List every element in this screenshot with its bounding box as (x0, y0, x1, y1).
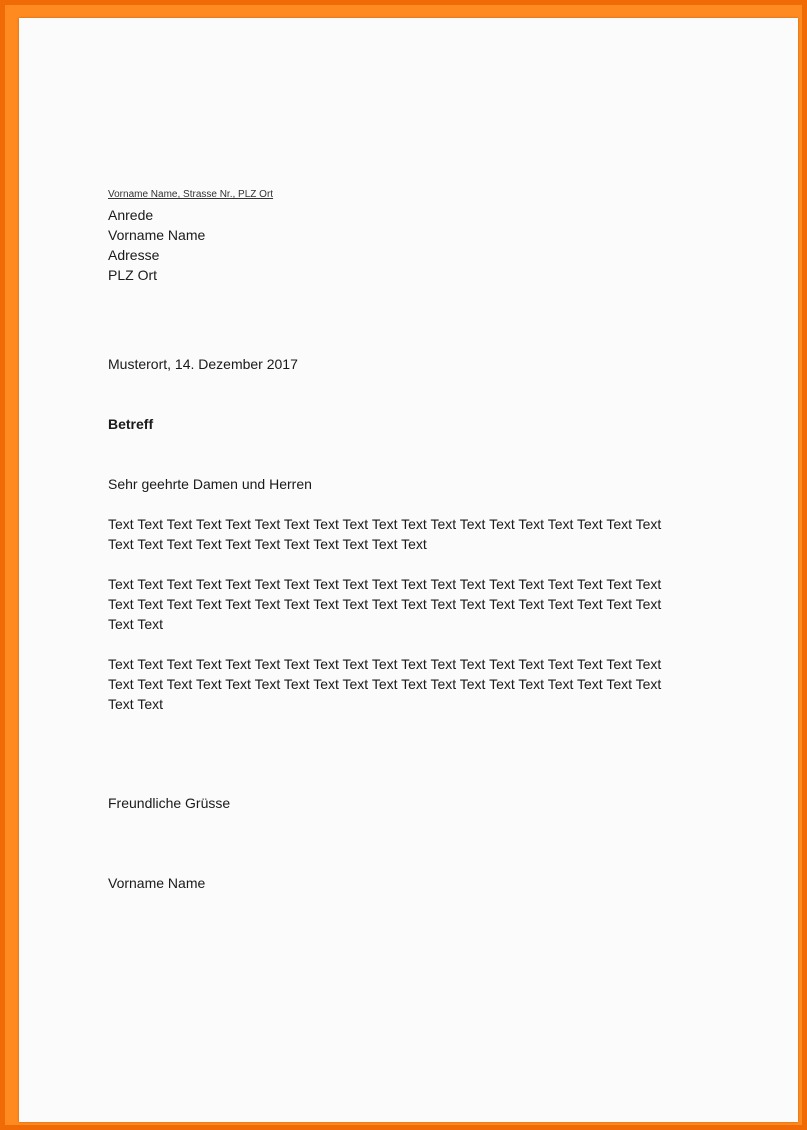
body-paragraph-3 (108, 654, 728, 714)
recipient-address: Adresse (108, 247, 160, 263)
signature-name: Vorname Name (108, 875, 206, 891)
recipient-city: PLZ Ort (108, 267, 158, 283)
body-paragraph-2 (108, 574, 728, 634)
paragraph-line: Text Text Text Text Text Text Text Text Text Text Text (108, 536, 427, 552)
paragraph-line: Text Text Text Text Text Text Text Text Text Text Text Text Text Text Text Text Text Text Text (108, 576, 662, 592)
paragraph-line: Text Text Text Text Text Text Text Text Text Text Text Text Text Text Text Text Text Text Text (108, 676, 662, 692)
recipient-name: Vorname Name (108, 227, 206, 243)
recipient-address-block (108, 205, 205, 285)
greeting: Sehr geehrte Damen und Herren (108, 476, 312, 492)
closing-line: Freundliche Grüsse (108, 795, 231, 811)
paragraph-line: Text Text Text Text Text Text Text Text Text Text Text Text Text Text Text Text Text Text Text (108, 656, 662, 672)
sender-return-address: Vorname Name, Strasse Nr., PLZ Ort (108, 189, 274, 200)
paragraph-line: Text Text (108, 696, 163, 712)
date-line: Musterort, 14. Dezember 2017 (108, 356, 298, 372)
paragraph-line: Text Text Text Text Text Text Text Text Text Text Text Text Text Text Text Text Text Text Text (108, 516, 662, 532)
body-paragraph-1 (108, 514, 728, 554)
subject-line: Betreff (108, 416, 154, 432)
paragraph-line: Text Text (108, 616, 163, 632)
recipient-salutation: Anrede (108, 207, 154, 223)
letter-page (19, 18, 798, 1122)
paragraph-line: Text Text Text Text Text Text Text Text Text Text Text Text Text Text Text Text Text Text Text (108, 596, 662, 612)
